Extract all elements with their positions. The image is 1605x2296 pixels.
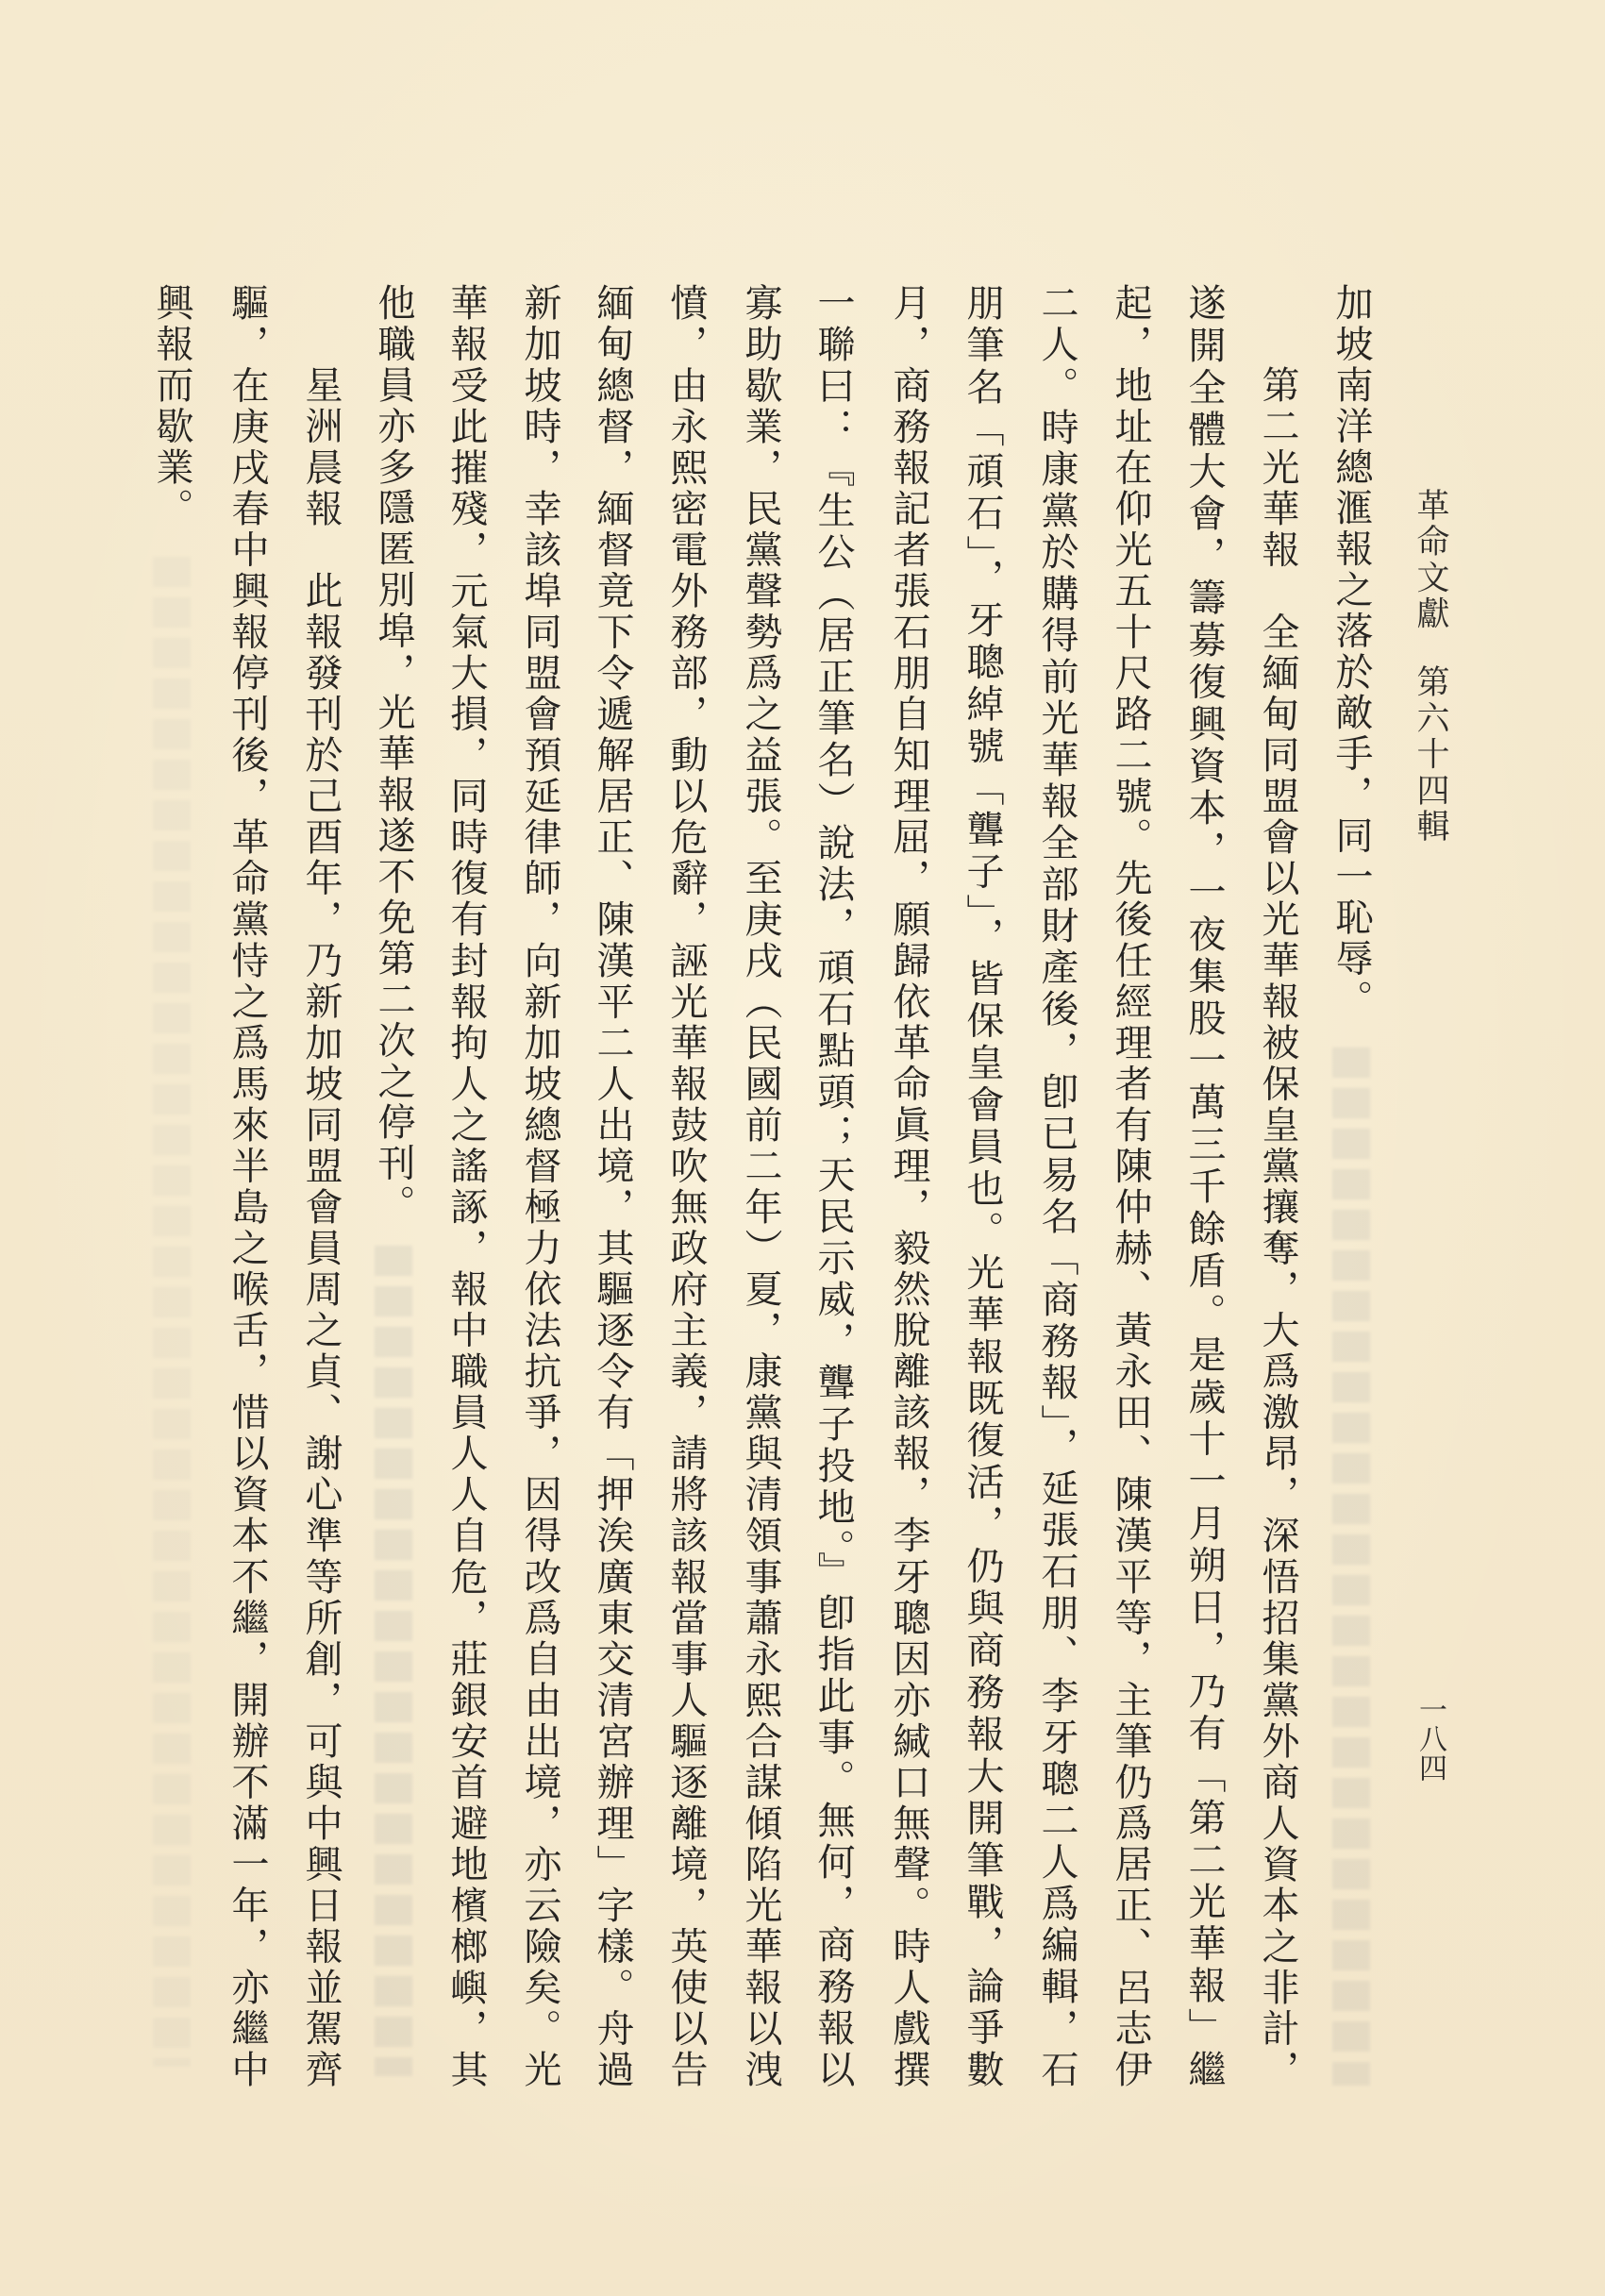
text-column: 華報受此摧殘，元氣大損，同時復有封報拘人之謠諑，報中職員人人自危，莊銀安首避地檳榔嶼，其: [444, 283, 488, 2087]
header-spacer: [1430, 632, 1431, 664]
text-column: 新加坡時，幸該埠同盟會預延律師，向新加坡總督極力依法抗爭，因得改爲自由出境，亦云險矣。光: [518, 283, 561, 2087]
text-column: 一聯曰：『生公（居正筆名）說法，頑石點頭；天民示威，聾子投地。』卽指此事。無何，商務報以: [811, 283, 855, 2087]
running-header: [1412, 488, 1449, 846]
text-column: 他職員亦多隱匿別埠，光華報遂不免第二次之停刊。: [372, 283, 415, 1226]
text-column: 興報而歇業。: [150, 283, 193, 529]
text-column: 緬甸總督，緬督竟下令遞解居正、陳漢平二人出境，其驅逐令有「押涘廣東交清宮辦理」字樣。舟過: [591, 283, 634, 2087]
text-column: 遂開全體大會，籌募復興資本，一夜集股一萬三千餘盾。是歲十一月朔日，乃有「第二光華報」繼: [1182, 283, 1226, 2087]
text-column: 星洲晨報 此報發刊於己酉年，乃新加坡同盟會員周之貞、謝心準等所創，可與中興日報並駕齊: [299, 365, 343, 2087]
text-column: 二人。時康黨於購得前光華報全部財產後，卽已易名「商務報」，延張石朋、李牙聰二人爲編輯，石: [1035, 283, 1078, 2087]
text-column: 第二光華報 全緬甸同盟會以光華報被保皇黨攘奪，大爲激昂，深悟招集黨外商人資本之非計，: [1256, 365, 1299, 2087]
text-column: 朋筆名「頑石」，牙聰綽號「聾子」，皆保皇會員也。光華報既復活，仍與商務報大開筆戰，論爭數: [961, 283, 1004, 2087]
text-column: 寡助歇業，民黨聲勢爲之益張。至庚戌（民國前二年）夏，康黨與清領事蕭永熙合謀傾陷光華報以洩: [739, 283, 782, 2087]
bleed-through-shadow: [375, 1246, 412, 2076]
volume-number: 第六十四輯: [1412, 664, 1449, 846]
bleed-through-shadow: [1332, 1047, 1370, 2086]
page-number: 一八四: [1413, 1695, 1446, 1783]
text-column: 憤，由永熙密電外務部，動以危辭，誣光華報鼓吹無政府主義，請將該報當事人驅逐離境，英使以告: [664, 283, 708, 2087]
text-column: 驅，在庚戌春中興報停刊後，革命黨恃之爲馬來半島之喉舌，惜以資本不繼，開辦不滿一年，亦繼中: [226, 283, 269, 2087]
bleed-through-shadow: [153, 557, 191, 2067]
text-column: 起，地址在仰光五十尺路二號。先後任經理者有陳仲赫、黃永田、陳漢平等，主筆仍爲居正、呂志伊: [1109, 283, 1152, 2087]
publication-title: 革命文獻: [1412, 488, 1449, 633]
text-column: 月，商務報記者張石朋自知理屈，願歸依革命眞理，毅然脫離該報，李牙聰因亦緘口無聲。時人戲撰: [887, 283, 930, 2087]
text-column: 加坡南洋總滙報之落於敵手，同一恥辱。: [1329, 283, 1373, 1021]
